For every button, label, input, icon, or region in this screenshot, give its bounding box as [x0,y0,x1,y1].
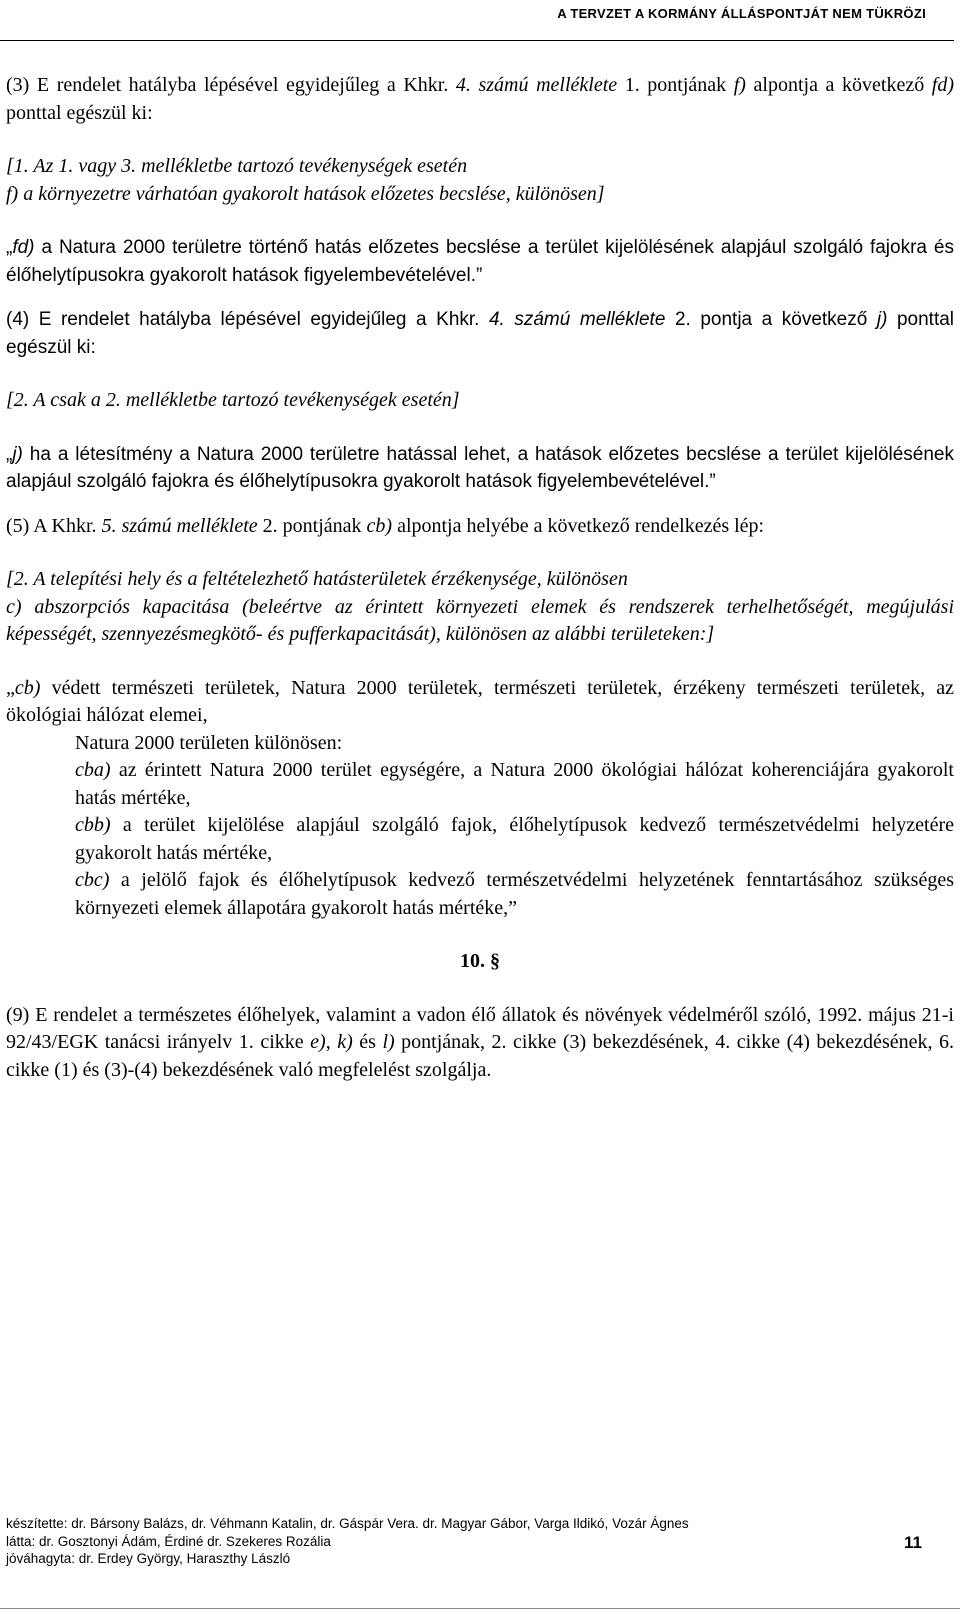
quote5-cb [6,675,954,730]
text-span: cba) [75,759,111,781]
document-header: A TERVZET A KORMÁNY ÁLLÁSPONTJÁT NEM TÜKRÖZI [557,6,926,21]
text-span: j) [876,309,888,330]
cb-subitems [6,730,954,923]
text-span: fd) [931,74,954,96]
page-number: 11 [904,1533,922,1552]
text-span: ha a létesítmény a Natura 2000 területre hatással lehet, a hatások előzetes becslése a terület kijelölésének alapjául szolgáló fajokra és élőhelytípusokra gyakorolt hatások figyelembevételével.” [6,443,954,492]
quote3-fd [6,234,954,289]
text-span: „ [6,676,15,699]
text-span: e) [310,1031,326,1053]
text-span: alpontja helyébe a következő rendelkezés lép: [392,514,765,537]
text-span: az érintett Natura 2000 terület egységére, a Natura 2000 ökológiai hálózat koherenciájára gyakorolt hatás mértéke, [75,759,954,809]
text-span: 10. § [460,950,500,972]
text-span: ponttal egészül ki: [6,101,153,124]
text-span: 2. pontja a következő [665,309,877,330]
text-span: fd) [12,237,35,258]
section-title [6,948,954,976]
item-cbc [75,867,954,922]
paragraph-5 [6,513,954,541]
text-span: cb) [14,676,41,699]
quote5-line2 [6,594,954,649]
text-span: védett természeti területek, Natura 2000 területek, természeti területek, érzékeny természeti területek, az ökológiai hálózat elemei, [6,676,954,726]
quote5-line1 [6,566,954,594]
document-footer [6,1515,689,1568]
natura-line: Natura 2000 területen különösen: [75,731,343,754]
text-span: „ [6,237,13,258]
text-span: (5) A Khkr. [6,514,102,537]
paragraph-9 [6,1002,954,1085]
text-span: l) [382,1031,395,1053]
bottom-rule [0,1608,960,1609]
quote3-line1 [6,153,954,181]
text-span: [2. A csak a 2. mellékletbe tartozó tevékenységek esetén] [6,389,460,411]
text-span: 1. pontjának [617,74,734,96]
text-span: ponttal egészül ki: [6,309,955,358]
text-span: 5. számú melléklete [101,514,258,537]
paragraph-3 [6,72,954,127]
text-span: cbb) [75,814,111,836]
text-span: j) [12,443,23,465]
quote4-bracket [6,387,954,415]
text-span: 4. számú melléklete [455,74,618,96]
document-body [6,72,954,1084]
text-span: a terület kijelölése alapjául szolgáló fajok, élőhelytípusok kedvező természetvédelmi helyzetére gyakorolt hatás mértéke, [75,814,954,864]
header-rule [0,40,954,41]
text-span: (3) E rendelet hatályba lépésével egyidejűleg a Khkr. [6,74,456,96]
text-span: (4) E rendelet hatályba lépésével egyidejűleg a Khkr. [6,309,489,330]
text-span: 2. pontjának [257,514,367,537]
text-span: f) [733,74,746,96]
footer-reviewed-by: látta: dr. Gosztonyi Ádám, Érdiné dr. Szekeres Rozália [6,1533,331,1549]
text-span: k) [337,1031,353,1053]
item-cbb [75,812,954,867]
footer-prepared-by: készítette: dr. Bársony Balázs, dr. Véhmann Katalin, dr. Gáspár Vera. dr. Magyar Gábor, Varga Ildikó, Vozár Ágnes [6,1516,689,1531]
quote4-j [6,441,954,496]
text-span: , [325,1031,338,1053]
paragraph-4 [6,306,954,361]
text-span: (9) E rendelet a természetes élőhelyek, valamint a vadon élő állatok és növények védelméről szóló, 1992. május 21-i 92/43/EGK tanácsi irányelv 1. cikke [6,1003,954,1053]
text-span: c) abszorpciós kapacitása (beleértve az érintett környezeti elemek és rendszerek terhelhetőségét, megújulási képességét, szennyezésmegkötő- és pufferkapacitását), különösen az alábbi területeken:] [6,595,954,645]
text-span: [2. A telepítési hely és a feltételezhető hatásterületek érzékenysége, különösen [6,568,628,590]
footer-approved-by: jóváhagyta: dr. Erdey György, Haraszthy László [6,1551,291,1566]
text-span: alpontja a következő [745,74,932,96]
item-cba [75,757,954,812]
text-span: cb) [366,514,393,537]
quote3-line2 [6,181,954,209]
text-span: f) a környezetre várhatóan gyakorolt hatások előzetes becslése, különösen] [6,182,605,205]
text-span: cbc) [75,869,110,891]
text-span: 4. számú melléklete [488,309,666,330]
text-span: a Natura 2000 területre történő hatás előzetes becslése a terület kijelölésének alapjául szolgáló fajokra és élőhelytípusokra gyakorolt hatások figyelembevételével.” [6,237,954,286]
text-span: [1. Az 1. vagy 3. mellékletbe tartozó tevékenységek esetén [6,155,468,177]
text-span: a jelölő fajok és élőhelytípusok kedvező természetvédelmi helyzetének fenntartásához szükséges környezeti elemek állapotára gyakorolt hatás mértéke,” [75,869,954,919]
text-span: és [352,1031,383,1053]
text-span: pontjának, 2. cikke (3) bekezdésének, 4. cikke (4) bekezdésének, 6. cikke (1) és (3)-(4) bekezdésének való megfelelést szolgálja. [6,1031,954,1081]
text-span: „ [6,443,13,465]
